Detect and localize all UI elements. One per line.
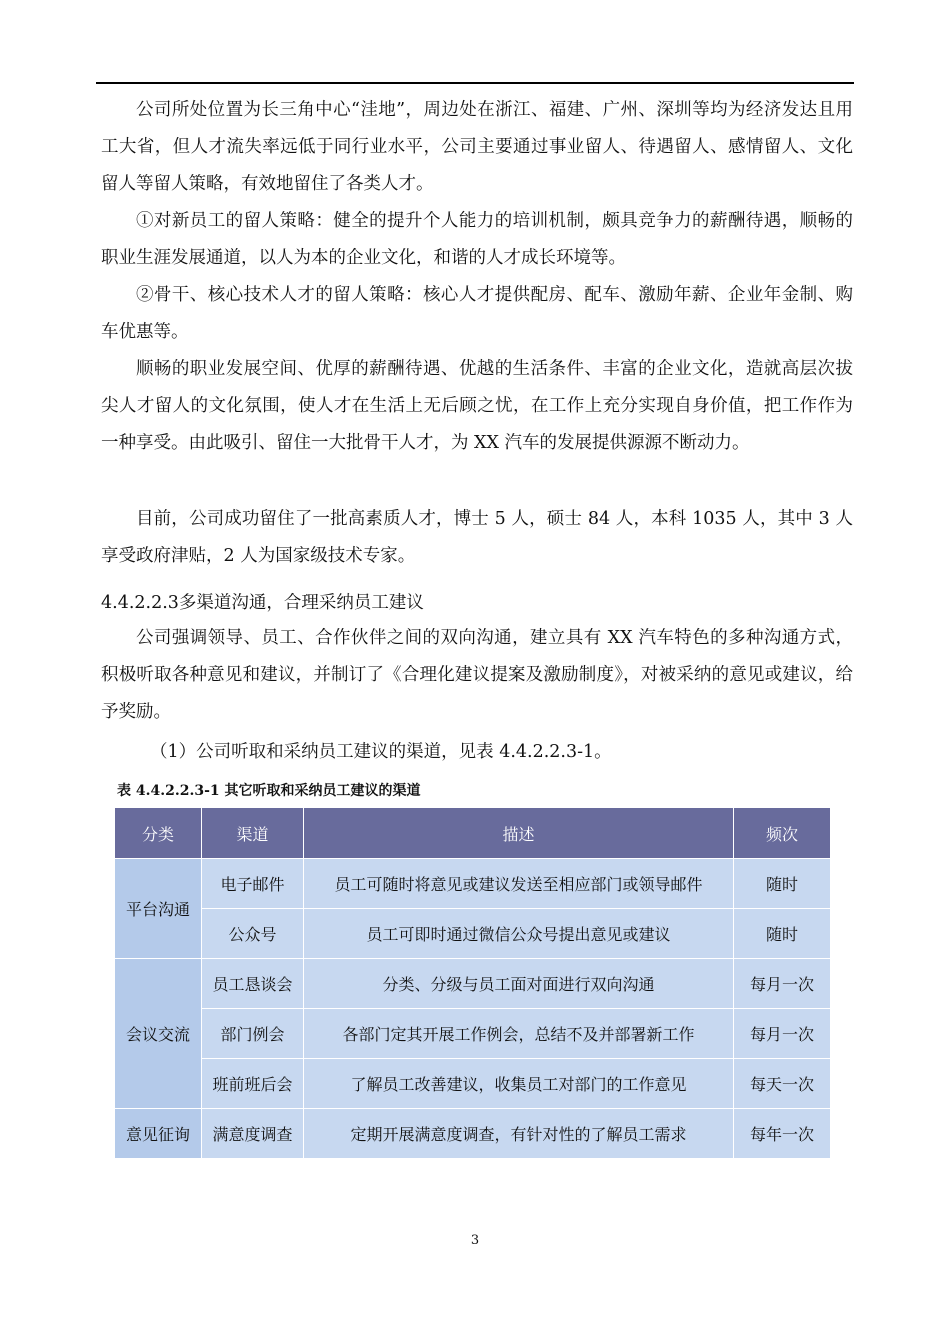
paragraph-location: 公司所处位置为长三角中心“洼地”，周边处在浙江、福建、广州、深圳等均为经济发达且用工大省，但人才流失率远低于同行业水平，公司主要通过事业留人、待遇留人、感情留人、文化留人等留人策略，有效地留住了各类人才。 [101,100,853,194]
section-paragraph: 公司强调领导、员工、合作伙伴之间的双向沟通，建立具有 XX 汽车特色的多种沟通方式，积极听取各种意见和建议，并制订了《合理化建议提案及激励制度》，对被采纳的意见或建议，给予奖励。 [101,628,853,722]
frequency-cell: 每天一次 [734,1059,831,1109]
paragraph-current-talent: 目前，公司成功留住了一批高素质人才，博士 5 人，硕士 84 人，本科 1035 人，其中 3 人享受政府津贴，2 人为国家级技术专家。 [101,509,853,566]
table-row [115,1109,831,1159]
channels-table [114,807,831,1159]
description-cell: 各部门定其开展工作例会，总结不及并部署新工作 [304,1009,734,1059]
paragraph-core-talent-strategy: ②骨干、核心技术人才的留人策略：核心人才提供配房、配车、激励年薪、企业年金制、购车优惠等。 [101,285,853,342]
paragraph-culture: 顺畅的职业发展空间、优厚的薪酬待遇、优越的生活条件、丰富的企业文化，造就高层次拔尖人才留人的文化氛围，使人才在生活上无后顾之忧，在工作上充分实现自身价值，把工作作为一种享受。由此吸引、留住一大批骨干人才，为 XX 汽车的发展提供源源不断动力。 [101,359,853,453]
paragraph-new-staff-strategy: ①对新员工的留人策略：健全的提升个人能力的培训机制，颇具竞争力的薪酬待遇，顺畅的职业生涯发展通道，以人为本的企业文化，和谐的人才成长环境等。 [101,211,853,268]
description-cell: 员工可即时通过微信公众号提出意见或建议 [304,909,734,959]
description-cell: 员工可随时将意见或建议发送至相应部门或领导邮件 [304,859,734,909]
table-row [115,859,831,909]
channel-cell: 满意度调查 [202,1109,304,1159]
table-caption: 表 4.4.2.2.3-1 其它听取和采纳员工建议的渠道 [117,783,421,799]
header-frequency: 频次 [734,808,831,859]
table-row [115,909,831,959]
channel-cell: 公众号 [202,909,304,959]
table-header-row [115,808,831,859]
description-cell: 分类、分级与员工面对面进行双向沟通 [304,959,734,1009]
channel-cell: 班前班后会 [202,1059,304,1109]
section-heading: 4.4.2.2.3多渠道沟通，合理采纳员工建议 [101,593,424,613]
table-row [115,959,831,1009]
category-cell: 意见征询 [115,1109,202,1159]
description-cell: 了解员工改善建议，收集员工对部门的工作意见 [304,1059,734,1109]
table-row [115,1009,831,1059]
header-category: 分类 [115,808,202,859]
frequency-cell: 每年一次 [734,1109,831,1159]
channel-cell: 员工恳谈会 [202,959,304,1009]
frequency-cell: 随时 [734,859,831,909]
channel-cell: 电子邮件 [202,859,304,909]
header-rule [96,82,854,84]
table-row [115,1059,831,1109]
page-number: 3 [470,1233,480,1248]
description-cell: 定期开展满意度调查，有针对性的了解员工需求 [304,1109,734,1159]
frequency-cell: 每月一次 [734,959,831,1009]
channel-cell: 部门例会 [202,1009,304,1059]
header-description: 描述 [304,808,734,859]
category-cell: 平台沟通 [115,859,202,959]
category-cell: 会议交流 [115,959,202,1109]
frequency-cell: 随时 [734,909,831,959]
header-channel: 渠道 [202,808,304,859]
table-reference: （1）公司听取和采纳员工建议的渠道，见表 4.4.2.2.3-1。 [150,742,612,762]
frequency-cell: 每月一次 [734,1009,831,1059]
